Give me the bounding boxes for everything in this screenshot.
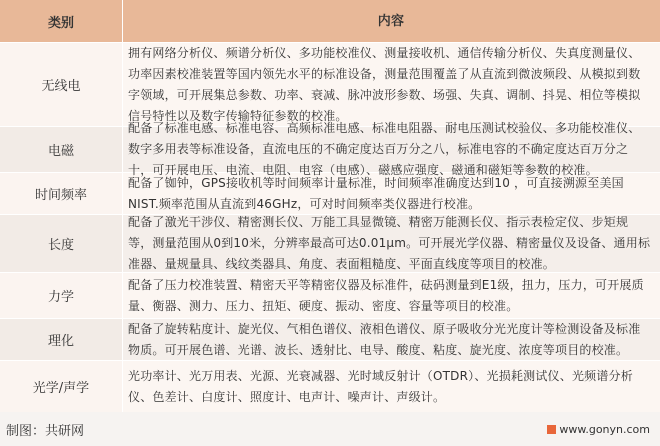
header-category: 类别 xyxy=(0,0,123,42)
row-category: 无线电 xyxy=(0,43,123,126)
content-line: 配备了压力校准装置、精密天平等精密仪器及标准件，砝码测量到E1级，扭力，压力，可开展质 xyxy=(128,277,644,292)
content-line: 拥有网络分析仪、频谱分析仪、多功能校准仪、测量接收机、通信传输分析仪、失真度测量仪、 xyxy=(128,45,641,60)
row-category: 理化 xyxy=(0,319,123,360)
content-line: 信号特性以及数字传输特征参数的校准。 xyxy=(128,108,348,123)
content-line: 光功率计、光万用表、光源、光衰减器、光时域反射计（OTDR）、光损耗测试仪、光频谱分析 xyxy=(128,368,633,383)
row-content xyxy=(123,361,660,412)
table-row xyxy=(0,215,660,273)
table-row xyxy=(0,319,660,361)
content-line: 配备了标准电感、标准电容、高频标准电感、标准电阻器、耐电压测试校验仪、多功能校准仪、 xyxy=(128,121,641,135)
footer xyxy=(0,412,660,446)
source-label: 制图：共研网 xyxy=(6,423,85,439)
table-row xyxy=(0,43,660,127)
content-line: 等，测量范围从0到10米，分辨率最高可达0.01μm。可开展光学仪器、精密量仪及设备、通用标 xyxy=(128,236,651,250)
header-content: 内容 xyxy=(377,13,405,29)
gonyn-logo-icon xyxy=(547,425,556,434)
table-row xyxy=(0,121,660,177)
content-line: 十，可开展电压、电流、电阻、电容（电感）、磁感应强度、磁通和磁矩等参数的校准。 xyxy=(128,163,598,177)
row-category: 时间频率 xyxy=(0,173,123,214)
content-line: 功率因素校准装置等国内领先水平的标准设备，测量范围覆盖了从直流到微波频段、从模拟到数 xyxy=(128,66,641,81)
row-category: 长度 xyxy=(0,215,123,272)
row-category: 光学/声学 xyxy=(0,361,123,412)
row-content xyxy=(123,173,660,214)
row-category: 电磁 xyxy=(0,127,123,172)
table-row xyxy=(0,173,660,215)
content-line: 量、衡器、测力、压力、扭矩、硬度、振动、密度、容量等项目的校准。 xyxy=(128,298,519,313)
content-line: 仪、色差计、白度计、照度计、电声计、噪声计、声级计。 xyxy=(128,389,446,404)
row-content xyxy=(123,319,660,360)
content-line: 准器、量规量具、线纹类器具、角度、表面粗糙度、平面直线度等项目的校准。 xyxy=(128,257,556,271)
website xyxy=(547,423,660,436)
content-line: 配备了激光干涉仪、精密测长仪、万能工具显微镜、精密万能测长仪、指示表检定仪、步矩规 xyxy=(128,215,629,229)
content-line: 配备了铷钟，GPS接收机等时间频率计量标准，时间频率准确度达到10 ，可直接溯源至美国 xyxy=(128,175,624,190)
table-row xyxy=(0,361,660,413)
content-line: 物质。可开展色谱、光谱、波长、透射比、电导、酸度、粘度、旋光度、浓度等项目的校准。 xyxy=(128,342,629,357)
content-line: NIST.频率范围从直流到46GHz，可对时间频率类仪器进行校准。 xyxy=(128,196,481,211)
row-content xyxy=(123,121,660,177)
content-line: 配备了旋转粘度计、旋光仪、气相色谱仪、液相色谱仪、原子吸收分光光度计等检测设备及标准 xyxy=(128,321,641,336)
row-content xyxy=(123,215,660,272)
content-line: 字领域，可开展集总参数、功率、衰减、脉冲波形参数、场强、失真、调制、抖晃、相位等模拟 xyxy=(128,87,641,102)
row-content xyxy=(123,273,660,318)
content-line: 数字多用表等标准设备，直流电压的不确定度达百万分之八，标准电容的不确定度达百万分之 xyxy=(128,142,629,156)
row-category: 力学 xyxy=(0,273,123,318)
row-content xyxy=(123,43,660,126)
table-row xyxy=(0,273,660,319)
table-header xyxy=(0,0,660,43)
website-text: www.gonyn.com xyxy=(559,422,650,436)
